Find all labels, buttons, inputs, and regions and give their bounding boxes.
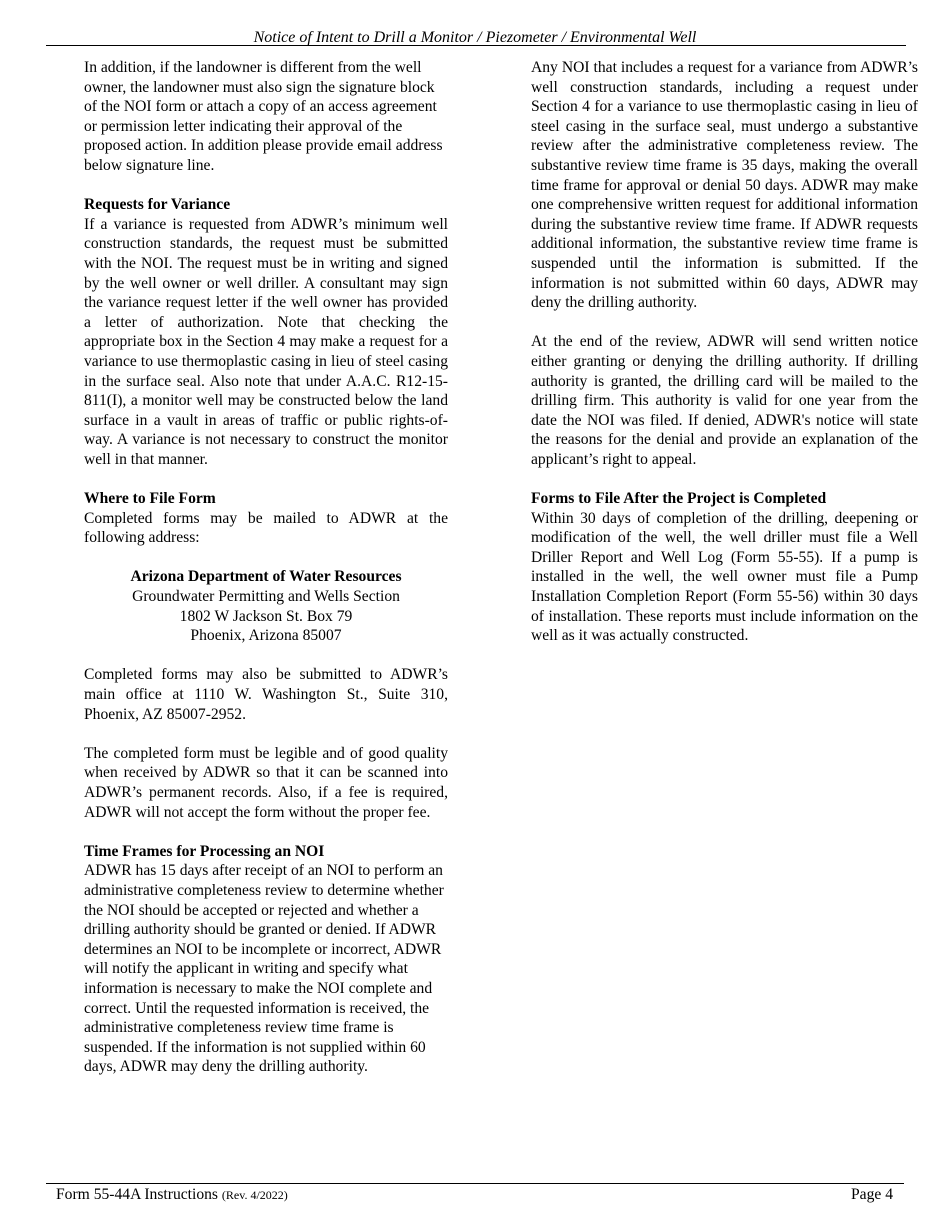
address-section: Groundwater Permitting and Wells Section — [132, 588, 400, 606]
variance-paragraph: If a variance is requested from ADWR’s minimum well construction standards, the request must be submitted with the NOI. The request must be in writing and signed by the well owner or well driller. A consultant may sign the variance request letter if the well owner has provided a letter of authorization. Note that checking the appropriate box in the Section 4 may make a request for a variance to use thermoplastic casing in lieu of steel casing in the surface seal. Also note that under A.A.C. R12-15-811(I), a monitor well may be constructed below the land surface in a vault in areas of traffic or public rights-of-way. A variance is not necessary to construct the monitor well in that manner. — [84, 215, 448, 468]
landowner-paragraph: In addition, if the landowner is different from the well owner, the landowner must also sign the signature block of the NOI form or attach a copy of an access agreement or permission letter indicating their approval of the proposed action. In addition please provide email address below signature line. — [84, 59, 443, 174]
after-completion-paragraph: Within 30 days of completion of the drilling, deepening or modification of the well, the well driller must file a Well Driller Report and Well Log (Form 55-55). If a pump is installed in the well, the well owner must file a Pump Installation Completion Report (Form 55-56) within 30 days of installation. These reports must include information on the well as it was actually constructed. — [531, 509, 918, 645]
page-header-title: Notice of Intent to Drill a Monitor / Piezometer / Environmental Well — [253, 29, 697, 46]
after-completion-heading: Forms to File After the Project is Completed — [531, 490, 827, 508]
legibility-paragraph: The completed form must be legible and of good quality when received by ADWR so that it can be scanned into ADWR’s permanent records. Also, if a fee is required, ADWR will not accept the form without the proper fee. — [84, 744, 448, 821]
file-form-heading: Where to File Form — [84, 490, 216, 508]
footer-revision: (Rev. 4/2022) — [221, 1188, 288, 1202]
page-number: Page 4 — [850, 1186, 893, 1203]
substantive-review-paragraph: Any NOI that includes a request for a variance from ADWR’s well construction standards, including a request under Section 4 for a variance to use thermoplastic casing in lieu of steel casing in the surface seal, must undergo a substantive review after the administrative completeness review. The substantive review time frame is 35 days, making the overall time frame for approval or denial 50 days. ADWR may make one comprehensive written request for additional information during the substantive review time frame. If ADWR requests additional information, the substantive review time frame is suspended until the information is submitted. If the information is not submitted within 60 days, ADWR may deny the drilling authority. — [531, 59, 918, 312]
footer-divider — [46, 1183, 904, 1184]
footer-form-name: Form 55-44A Instructions — [56, 1186, 218, 1203]
review-outcome-paragraph: At the end of the review, ADWR will send written notice either granting or denying the drilling authority. If drilling authority is granted, the drilling card will be mailed to the drilling firm. This authority is valid for one year from the date the NOI was filed. If denied, ADWR's notice will state the reasons for the denial and provide an explanation of the applicant’s right to appeal. — [531, 333, 918, 468]
mailing-address — [84, 567, 448, 645]
main-office-paragraph: Completed forms may also be submitted to ADWR’s main office at 1110 W. Washington St., Suite 310, Phoenix, AZ 85007-2952. — [84, 666, 448, 723]
time-frames-paragraph: ADWR has 15 days after receipt of an NOI to perform an administrative completeness review to determine whether the NOI should be accepted or rejected and whether a drilling authority should be granted or denied. If ADWR determines an NOI to be incomplete or incorrect, ADWR will notify the applicant in writing and specify what information is necessary to make the NOI complete and correct. Until the requested information is received, the administrative completeness review time frame is suspended. If the information is not supplied within 60 days, ADWR may deny the drilling authority. — [84, 862, 444, 1076]
address-street: 1802 W Jackson St. Box 79 — [179, 607, 353, 625]
time-frames-heading: Time Frames for Processing an NOI — [84, 842, 325, 860]
footer-form-label — [56, 1185, 288, 1205]
address-city: Phoenix, Arizona 85007 — [190, 627, 342, 645]
right-column — [531, 58, 918, 646]
address-org: Arizona Department of Water Resources — [130, 568, 402, 586]
left-column — [84, 58, 448, 1077]
variance-heading: Requests for Variance — [84, 196, 231, 214]
file-form-paragraph: Completed forms may be mailed to ADWR at the following address: — [84, 509, 448, 547]
header-divider — [46, 45, 906, 46]
